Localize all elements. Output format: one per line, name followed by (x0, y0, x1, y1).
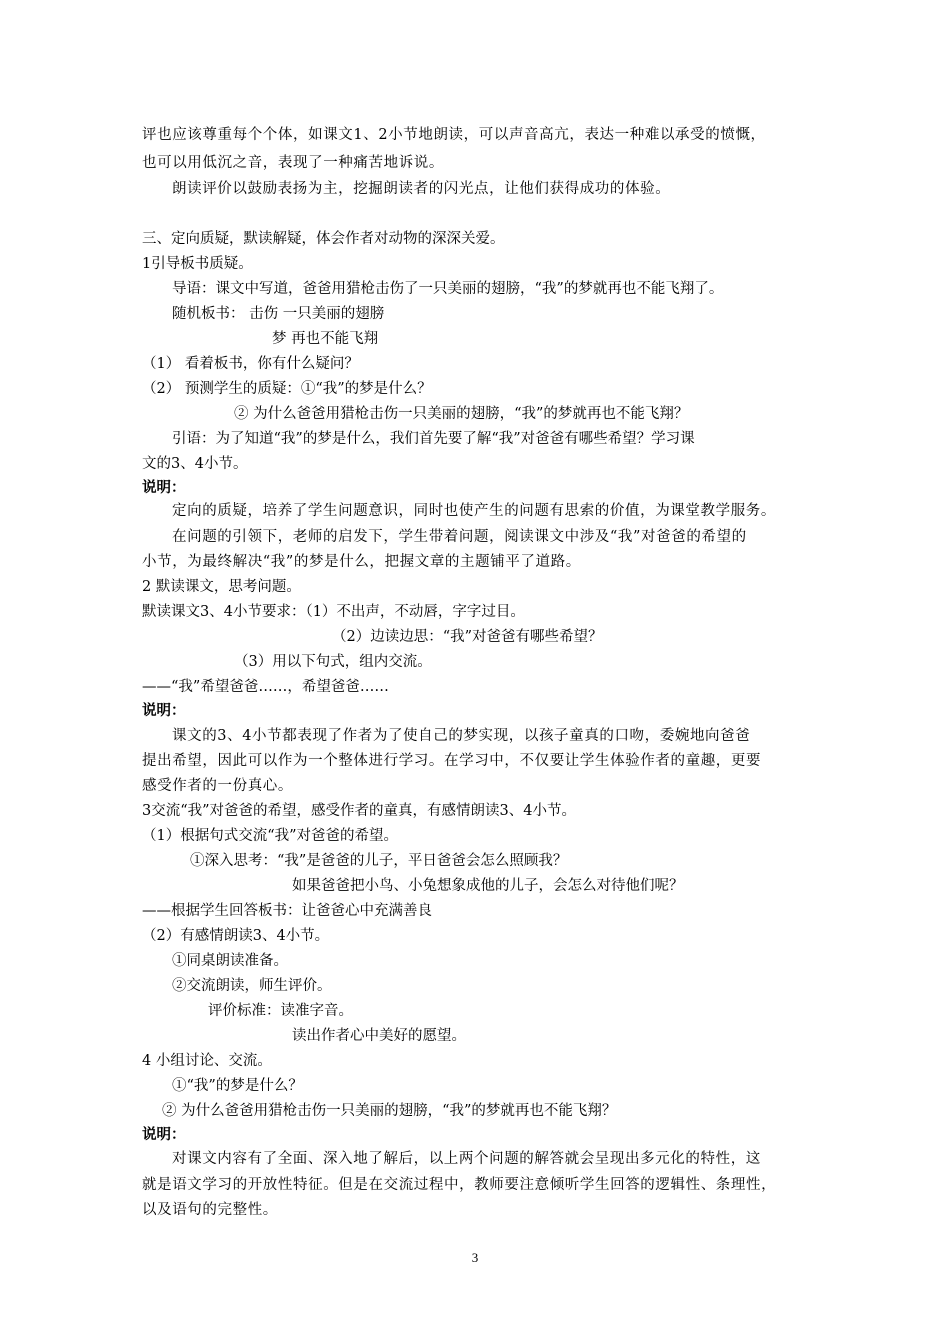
text-line: 如果爸爸把小鸟、小兔想象成他的儿子，会怎么对待他们呢？ (292, 878, 684, 894)
text-line: （1） 看着板书，你有什么疑问？ (142, 356, 359, 372)
text-line: 感受作者的一份真心。 (142, 778, 293, 794)
text-line: （2） 预测学生的质疑：①“我”的梦是什么？ (142, 381, 432, 397)
text-line: 以及语句的完整性。 (142, 1202, 278, 1218)
text-line: 就是语文学习的开放性特征。但是在交流过程中，教师要注意倾听学生回答的逻辑性、条理性， (142, 1177, 777, 1193)
text-line: ——根据学生回答板书：让爸爸心中充满善良 (142, 903, 432, 919)
page-number: 3 (471, 1250, 479, 1265)
text-line: 三、定向质疑，默读解疑，体会作者对动物的深深关爱。 (142, 231, 505, 247)
text-line: （1）根据句式交流“我”对爸爸的希望。 (142, 828, 399, 844)
text-line: 1引导板书质疑。 (142, 256, 253, 272)
text-line: ①“我”的梦是什么？ (172, 1078, 303, 1094)
text-line: 在问题的引领下，老师的启发下，学生带着问题，阅读课文中涉及“我”对爸爸的希望的 (172, 529, 747, 545)
text-line: （2）边读边思：“我”对爸爸有哪些希望？ (332, 629, 603, 645)
text-line: 评价标准：读准字音。 (208, 1003, 353, 1019)
text-line: ②交流朗读，师生评价。 (172, 978, 332, 994)
text-line: 课文的3、4小节都表现了作者为了使自己的梦实现，以孩子童真的口吻，委婉地向爸爸 (172, 728, 751, 744)
section-note-heading: 说明： (142, 702, 186, 719)
text-line: 定向的质疑，培养了学生问题意识，同时也使产生的问题有思索的价值，为课堂教学服务。 (172, 503, 776, 519)
text-line: 提出希望，因此可以作为一个整体进行学习。在学习中，不仅要让学生体验作者的童趣，更要 (142, 753, 762, 769)
text-line: 4 小组讨论、交流。 (142, 1053, 272, 1069)
text-line: ② 为什么爸爸用猎枪击伤一只美丽的翅膀，“我”的梦就再也不能飞翔？ (234, 406, 689, 422)
text-line: 导语：课文中写道，爸爸用猎枪击伤了一只美丽的翅膀，“我”的梦就再也不能飞翔了。 (172, 281, 724, 297)
text-line: 3交流“我”对爸爸的希望，感受作者的童真，有感情朗读3、4小节。 (142, 803, 576, 819)
text-line: 随机板书： 击伤 一只美丽的翅膀 (172, 306, 385, 322)
text-line: （3）用以下句式，组内交流。 (234, 654, 432, 670)
text-line: ——“我”希望爸爸……，希望爸爸…… (142, 679, 389, 695)
text-line: 评也应该尊重每个个体，如课文1、2小节地朗读，可以声音高亢，表达一种难以承受的愤慨， (142, 127, 766, 143)
text-line: 小节，为最终解决“我”的梦是什么，把握文章的主题铺平了道路。 (142, 554, 581, 570)
text-line: 默读课文3、4小节要求：（1）不出声，不动唇，字字过目。 (142, 604, 525, 620)
text-line: 也可以用低沉之音，表现了一种痛苦地诉说。 (142, 155, 444, 171)
text-line: 梦 再也不能飞翔 (272, 331, 379, 347)
text-line: 对课文内容有了全面、深入地了解后，以上两个问题的解答就会呈现出多元化的特性，这 (172, 1151, 761, 1167)
text-line: （2）有感情朗读3、4小节。 (142, 928, 330, 944)
text-line: ①同桌朗读准备。 (172, 953, 288, 969)
section-note-heading: 说明： (142, 1126, 186, 1143)
section-note-heading: 说明： (142, 479, 186, 496)
text-line: 引语：为了知道“我”的梦是什么，我们首先要了解“我”对爸爸有哪些希望？学习课 (172, 431, 695, 447)
text-line: ①深入思考：“我”是爸爸的儿子，平日爸爸会怎么照顾我？ (190, 853, 568, 869)
text-line: ② 为什么爸爸用猎枪击伤一只美丽的翅膀，“我”的梦就再也不能飞翔？ (162, 1103, 617, 1119)
text-line: 2 默读课文，思考问题。 (142, 579, 301, 595)
text-line: 文的3、4小节。 (142, 456, 248, 472)
text-line: 朗读评价以鼓励表扬为主，挖掘朗读者的闪光点，让他们获得成功的体验。 (172, 181, 671, 197)
text-line: 读出作者心中美好的愿望。 (292, 1028, 466, 1044)
